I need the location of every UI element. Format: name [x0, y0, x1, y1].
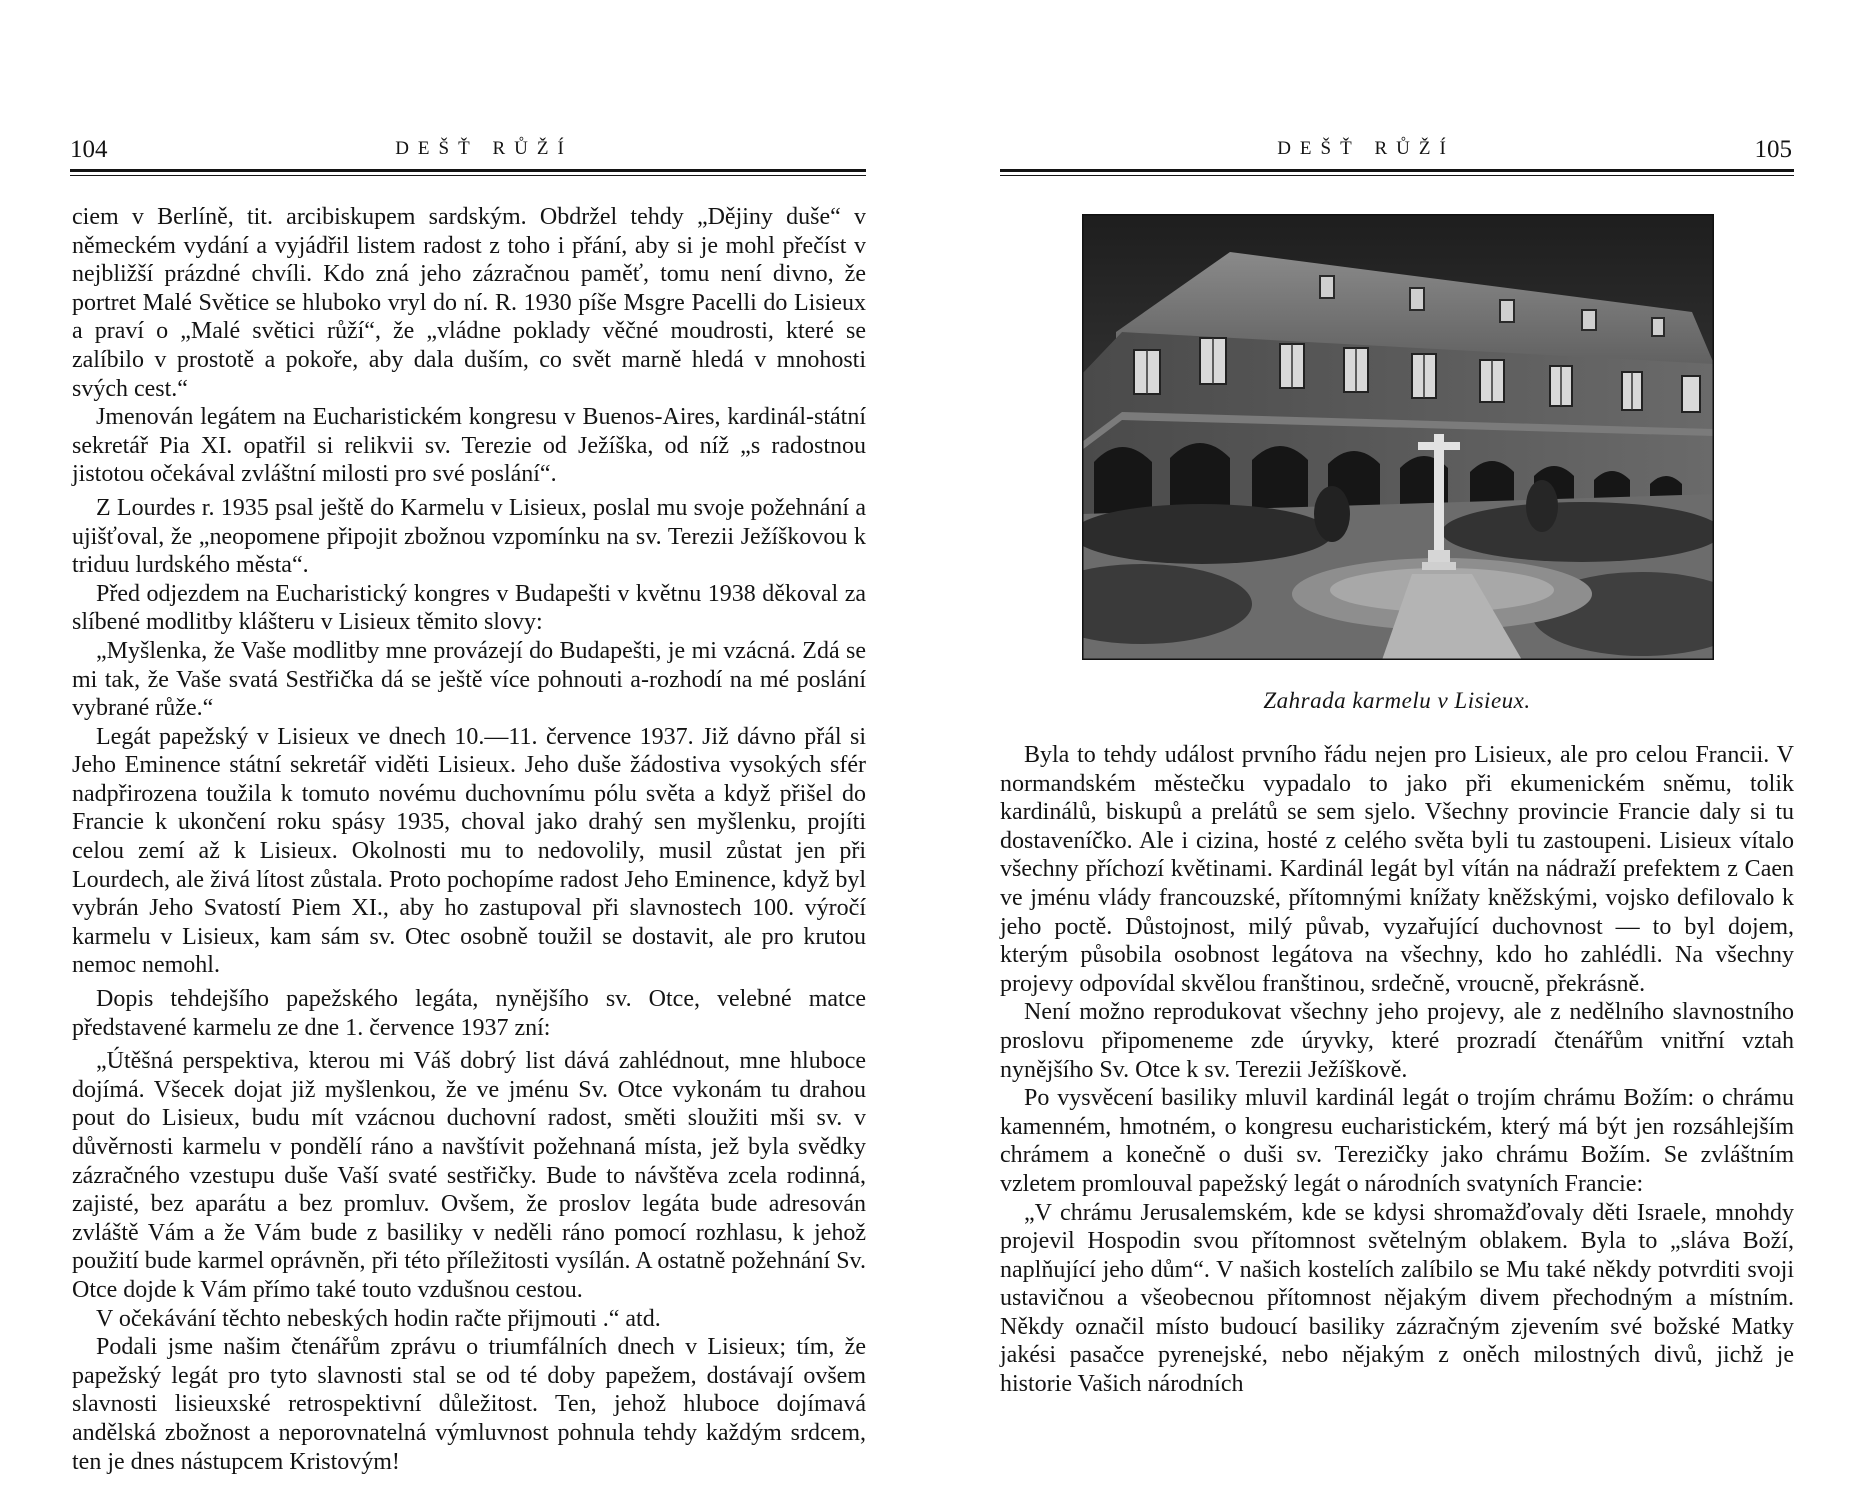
right-page-number: 105	[1754, 136, 1792, 163]
right-page-header	[1000, 136, 1792, 170]
right-header-rule	[1000, 169, 1794, 172]
paragraph: Dopis tehdejšího papežského legáta, nynějšího sv. Otce, velebné matce představené karmelu ze dne 1. července 1937 zní:	[72, 986, 866, 1041]
paragraph: „Útěšná perspektiva, kterou mi Váš dobrý list dává zahlédnout, mne hluboce dojímá. Všecek dojat již myšlenkou, že ve jménu Sv. Otce vykonám tu drahou pout do Lisieux, budu mít vzácnou duchovní radost, směti sloužiti mši sv. v důvěrnosti karmelu v pondělí ráno a navštívit požehnaná místa, jež byla svědky zázračného vzestupu duše Vaší svaté sestřičky. Bude to návštěva zcela rodinná, zajisté, bez aparátu a bez promluv. Ovšem, že proslov legáta bude adresován zvláště Vám a že Vám bude z basiliky v neděli ráno pomocí rozhlasu, k jehož použití bude karmel oprávněn, při této příležitosti vysílán. A ostatně požehnání Sv. Otce dojde k Vám přímo také touto vzdušnou cestou.	[72, 1048, 866, 1303]
paragraph: Podali jsme našim čtenářům zprávu o triumfálních dnech v Lisieux; tím, že papežský legát pro tyto slavnosti stal se od té doby papežem, dostávají ovšem slavnosti lisieuxské retrospektivní důležitost. Ten, jehož hluboce dojímavá andělská zbožnost a neporovnatelná výmluvnost pohnula tehdy každým srdcem, ten je dnes nástupcem Kristovým!	[72, 1334, 866, 1475]
paragraph: ciem v Berlíně, tit. arcibiskupem sardským. Obdržel tehdy „Dějiny duše“ v německém vydání a vyjádřil listem radost z toho i přání, aby si je mohl přečíst v nejbližší prázdné chvíli. Kdo zná jeho zázračnou paměť, tomu není divno, že portret Malé Světice se hluboko vryl do ní. R. 1930 píše Msgre Pacelli do Lisieux a praví o „Malé světici růží“, že „vládne poklady věčné moudrosti, které se zalíbilo v prostotě a pokoře, aby dala duším, co svět marně hledá v mnohosti svých cest.“	[72, 204, 866, 402]
left-header-rule-thin	[70, 175, 866, 176]
paragraph: Z Lourdes r. 1935 psal ještě do Karmelu v Lisieux, poslal mu svoje požehnání a ujišťoval, že „neopomene připojit zbožnou vzpomínku na sv. Terezii Ježíškovou k triduu lurdského města“.	[72, 494, 866, 579]
right-header-rule-thin	[1000, 175, 1794, 176]
paragraph: „Myšlenka, že Vaše modlitby mne provázejí do Budapešti, je mi vzácná. Zdá se mi tak, že Vaše svatá Sestřička dá se ještě více pohnouti a-rozhodí na mé poslání vybrané růže.“	[72, 637, 866, 722]
left-header-rule	[70, 169, 866, 172]
right-running-title: DEŠŤ RŮŽÍ	[1277, 138, 1455, 159]
paragraph: „V chrámu Jerusalemském, kde se kdysi shromažďovaly děti Israele, mnohdy projevil Hospodin svou přítomnost světelným oblakem. Byla to „sláva Boží, naplňující jeho dům“. V našich kostelích zalíbilo se Mu také někdy potvrditi svoji ustavičnou a všeobecnou přítomnost nějakým divem přechodným a místním. Někdy označil místo budoucí basiliky zázračným zjevením své božské Matky jakési pasačce pyrenejské, nebo nějakým z oněch milostných divů, jichž je historie Vašich národních	[1000, 1199, 1794, 1398]
right-body-text	[1000, 741, 1794, 1399]
paragraph: Není možno reprodukovat všechny jeho projevy, ale z nedělního slavnostního proslovu připomeneme zde úryvky, které prozradí čtenářům vnitřní vztah nynějšího Sv. Otce k sv. Terezii Ježíškově.	[1000, 999, 1794, 1083]
paragraph: V očekávání těchto nebeských hodin račte přijmouti .“ atd.	[96, 1305, 661, 1332]
paragraph: Před odjezdem na Eucharistický kongres v Budapešti v květnu 1938 děkoval za slíbené modlitby klášteru v Lisieux těmito slovy:	[72, 580, 866, 636]
right-page	[926, 0, 1852, 1500]
left-body-text	[72, 203, 866, 1476]
left-running-title: DEŠŤ RŮŽÍ	[395, 138, 573, 159]
left-page-header	[70, 136, 864, 170]
paragraph: Jmenován legátem na Eucharistickém kongresu v Buenos-Aires, kardinál-státní sekretář Pia XI. opatřil si relikvii sv. Terezie od Ježíška, od níž „s radostnou jistotou očekával zvláštní milosti pro své poslání“.	[72, 404, 866, 488]
photo-caption: Zahrada karmelu v Lisieux.	[1263, 688, 1531, 713]
paragraph: Legát papežský v Lisieux ve dnech 10.—11. července 1937. Již dávno přál si Jeho Eminence státní sekretář viděti Lisieux. Jeho duše žádostiva vysokých sfér nadpřirozena toužila k tomuto novému duchovnímu pólu světa a když přišel do Francie k ukončení roku spásy 1935, choval jako drahý sen myšlenku, projíti celou zemí až k Lisieux. Okolnosti mu to nedovolily, musil zůstat jen při Lourdech, ale živá lítost zůstala. Proto pochopíme radost Jeho Eminence, když byl vybrán Jeho Svatostí Piem XI., aby ho zastupoval při slavnostech 100. výročí karmelu v Lisieux, kam sám sv. Otec osobně toužil se dostavit, ale pro krutou nemoc nemohl.	[72, 723, 866, 979]
carmel-garden-photo	[1082, 214, 1714, 660]
paragraph: Byla to tehdy událost prvního řádu nejen pro Lisieux, ale pro celou Francii. V normandském městečku vypadalo to jako při ekumenickém sněmu, tolik kardinálů, biskupů a prelátů se sem sjelo. Všechny provincie Francie daly si tu dostaveníčko. Ale i cizina, hosté z celého světa byli tu zastoupeni. Lisieux vítalo všechny příchozí květinami. Kardinál legát byl vítán na nádraží prefektem z Caen ve jménu vlády francouzské, přítomnými knížaty kněžskými, vojsko defilovalo k jeho poctě. Důstojnost, milý půvab, vyzařující duchovnost — to byl dojem, kterým působila osobnost legátova na všechny, kdo ho zahlédli. Na všechny projevy odpovídal skvělou franštinou, srdečně, vroucně, překrásně.	[1000, 742, 1794, 997]
paragraph: Po vysvěcení basiliky mluvil kardinál legát o trojím chrámu Božím: o chrámu kamenném, hmotném, o kongresu eucharistickém, který má být jen rozsáhlejším chrámem a konečně o duši sv. Terezičky jako chrámu Božím. Se zvláštním vzletem promlouval papežský legát o národních svatyních Francie:	[1000, 1085, 1794, 1197]
left-page-number: 104	[70, 136, 108, 163]
